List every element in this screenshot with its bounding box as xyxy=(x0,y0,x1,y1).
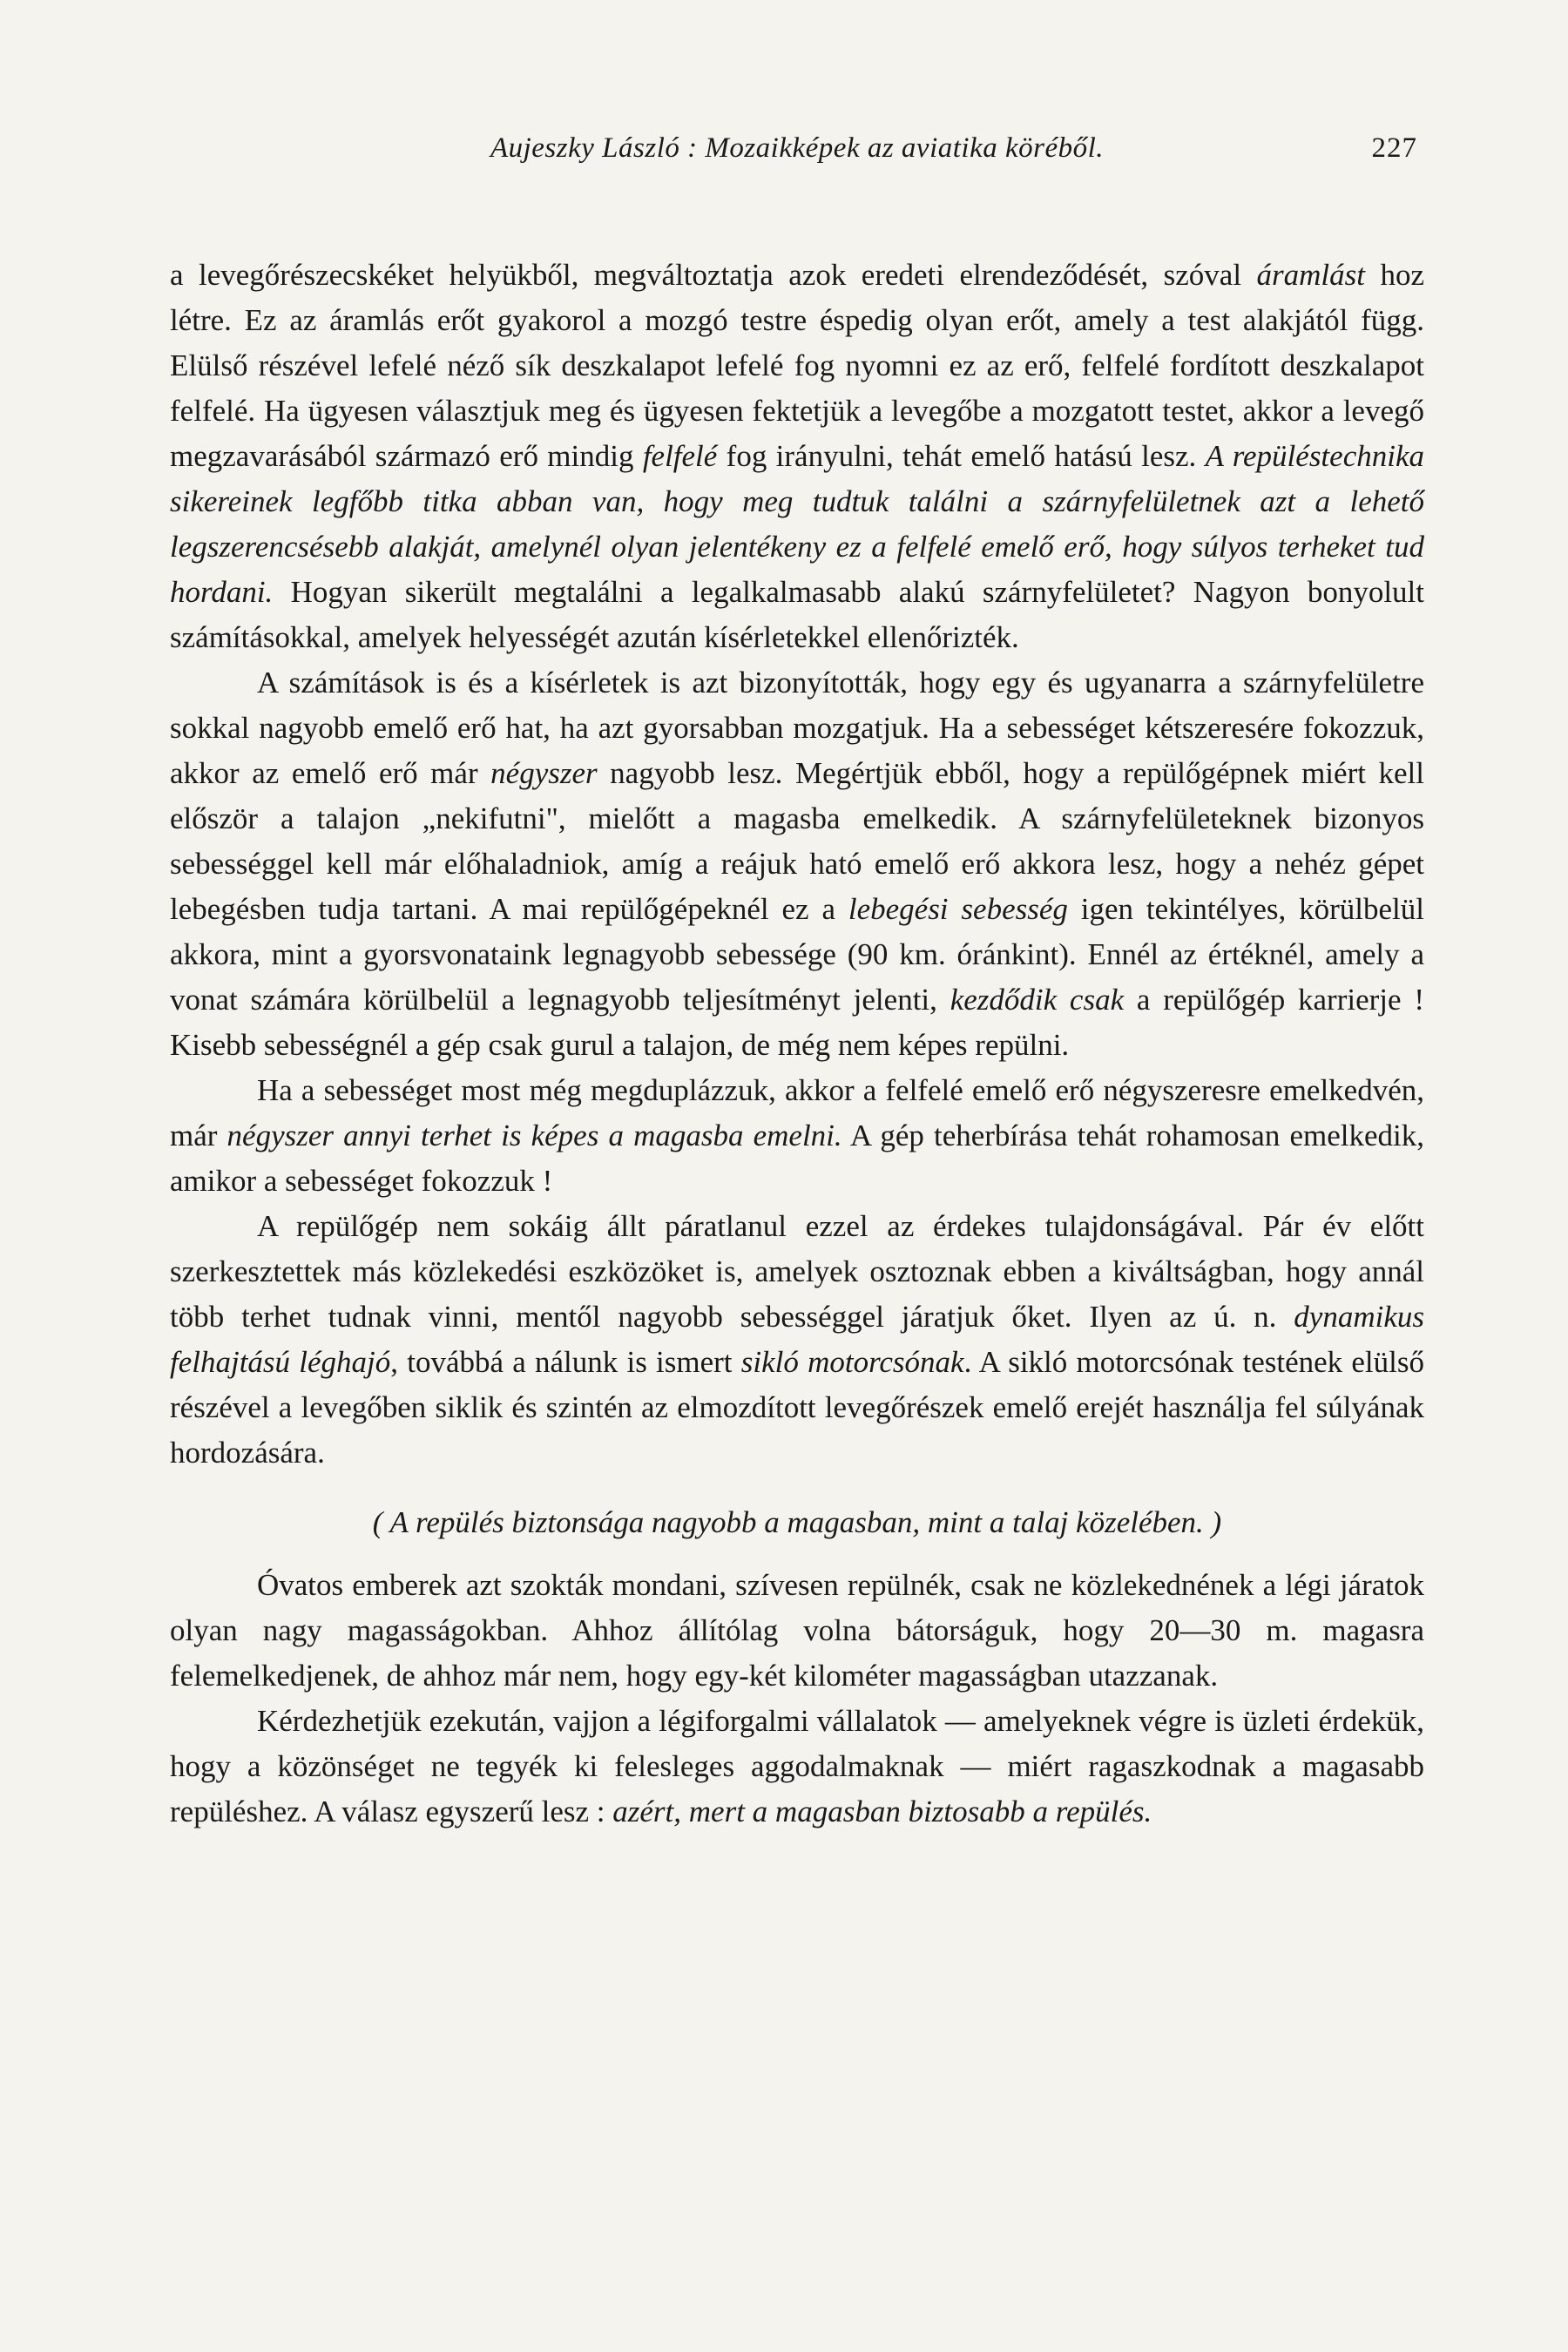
text-run: nagyobb lesz. Megértjük ebből, hogy a repülőgépnek miért kell először a talajon „nekifutni", mielőtt a magasba emelkedik. A szárnyfelületeknek bizonyos sebességgel kell már előhaladniok, amíg a reájuk ható emelő erő akkora lesz, hogy a nehéz gépet lebegésben tudja tartani. A mai repülőgépeknél ez a xyxy=(170,756,1424,926)
body-text xyxy=(170,253,1424,1835)
text-run: a repülőgép karrierje ! Kisebb sebességnél a gép csak gurul a talajon, de még nem képes repülni. xyxy=(170,983,1424,1062)
paragraph xyxy=(170,1699,1424,1835)
italic-text: sikló motorcsónak xyxy=(740,1345,964,1379)
text-run: . A sikló motorcsónak testének elülső részével a levegőben siklik és szintén az elmozdított levegőrészek emelő erejét használja fel súlyának hordozására. xyxy=(170,1345,1424,1470)
paragraph xyxy=(170,660,1424,1068)
italic-text: négyszer annyi terhet is képes a magasba emelni. xyxy=(226,1119,842,1152)
italic-text: négyszer xyxy=(490,756,598,790)
text-run: igen tekintélyes, körülbelül akkora, mint a gyorsvonataink legnagyobb sebessége (90 km. óránkint). Ennél az értéknél, amely a vonat számára körülbelül a legnagyobb teljesítményt jelenti, xyxy=(170,892,1424,1017)
text-run: Ha a sebességet most még megduplázzuk, akkor a felfelé emelő erő négyszeresre emelkedvén, már xyxy=(170,1073,1424,1152)
paragraph xyxy=(170,253,1424,660)
text-run: a levegőrészecskéket helyükből, megváltoztatja azok eredeti elrendeződését, szóval xyxy=(170,258,1257,292)
paragraph xyxy=(170,1563,1424,1699)
italic-text: kezdődik csak xyxy=(950,983,1125,1017)
page-number: 227 xyxy=(1371,132,1417,164)
italic-text: felfelé xyxy=(642,439,718,473)
paragraphs-before-subheading xyxy=(170,253,1424,1476)
text-run: , továbbá a nálunk is ismert xyxy=(390,1345,741,1379)
paragraph xyxy=(170,1068,1424,1204)
text-run: Óvatos emberek azt szokták mondani, szívesen repülnék, csak ne közlekednének a légi járatok olyan nagy magasságokban. Ahhoz állítólag volna bátorságuk, hogy 20—30 m. magasra felemelkedjenek, de ahhoz már nem, hogy egy-két kilométer magasságban utazzanak. xyxy=(170,1568,1424,1693)
text-run: A repülőgép nem sokáig állt páratlanul ezzel az érdekes tulajdonságával. Pár év előtt szerkesztettek más közlekedési eszközöket is, amelyek osztoznak ebben a kiváltságban, hogy annál több terhet tudnak vinni, mentől nagyobb sebességgel járatjuk őket. Ilyen az ú. n. xyxy=(170,1209,1424,1334)
italic-text: lebegési sebesség xyxy=(848,892,1068,926)
text-run: Hogyan sikerült megtalálni a legalkalmasabb alakú szárnyfelületet? Nagyon bonyolult számításokkal, amelyek helyességét azután kísérletekkel ellenőrizték. xyxy=(170,575,1424,654)
text-run: A számítások is és a kísérletek is azt bizonyították, hogy egy és ugyanarra a szárnyfelületre sokkal nagyobb emelő erő hat, ha azt gyorsabban mozgatjuk. Ha a sebességet kétszeresére fokozzuk, akkor az emelő erő már xyxy=(170,666,1424,790)
running-header xyxy=(170,132,1424,176)
paragraphs-after-subheading xyxy=(170,1563,1424,1835)
italic-text: áramlást xyxy=(1256,258,1365,292)
text-run: Kérdezhetjük ezekután, vajjon a légiforgalmi vállalatok — amelyeknek végre is üzleti érdekük, hogy a közönséget ne tegyék ki felesleges aggodalmaknak — miért ragaszkodnak a magasabb repüléshez. A válasz egyszerű lesz : xyxy=(170,1704,1424,1828)
text-run: hoz létre. Ez az áramlás erőt gyakorol a mozgó testre éspedig olyan erőt, amely a test alakjától függ. Elülső részével lefelé néző sík deszkalapot lefelé fog nyomni ez az erő, felfelé fordított deszkalapot felfelé. Ha ügyesen választjuk meg és ügyesen fektetjük a levegőbe a mozgatott testet, akkor a levegő megzavarásából származó erő mindig xyxy=(170,258,1425,473)
italic-text: dynamikus felhajtású léghajó xyxy=(170,1300,1424,1379)
italic-text: azért, mert a magasban biztosabb a repülés. xyxy=(612,1794,1152,1828)
section-subheading: ( A repülés biztonsága nagyobb a magasban, mint a talaj közelében. ) xyxy=(372,1505,1222,1539)
paragraph xyxy=(170,1204,1424,1476)
italic-text: A repüléstechnika sikereinek legfőbb titka abban van, hogy meg tudtuk találni a szárnyfelületnek azt a lehető legszerencsésebb alakját, amelynél olyan jelentékeny ez a felfelé emelő erő, hogy súlyos terheket tud hordani. xyxy=(170,439,1424,609)
running-title: Aujeszky László : Mozaikképek az aviatika köréből. xyxy=(490,132,1105,164)
text-run: fog irányulni, tehát emelő hatású lesz. xyxy=(717,439,1206,473)
text-run: A gép teherbírása tehát rohamosan emelkedik, amikor a sebességet fokozzuk ! xyxy=(170,1119,1424,1198)
